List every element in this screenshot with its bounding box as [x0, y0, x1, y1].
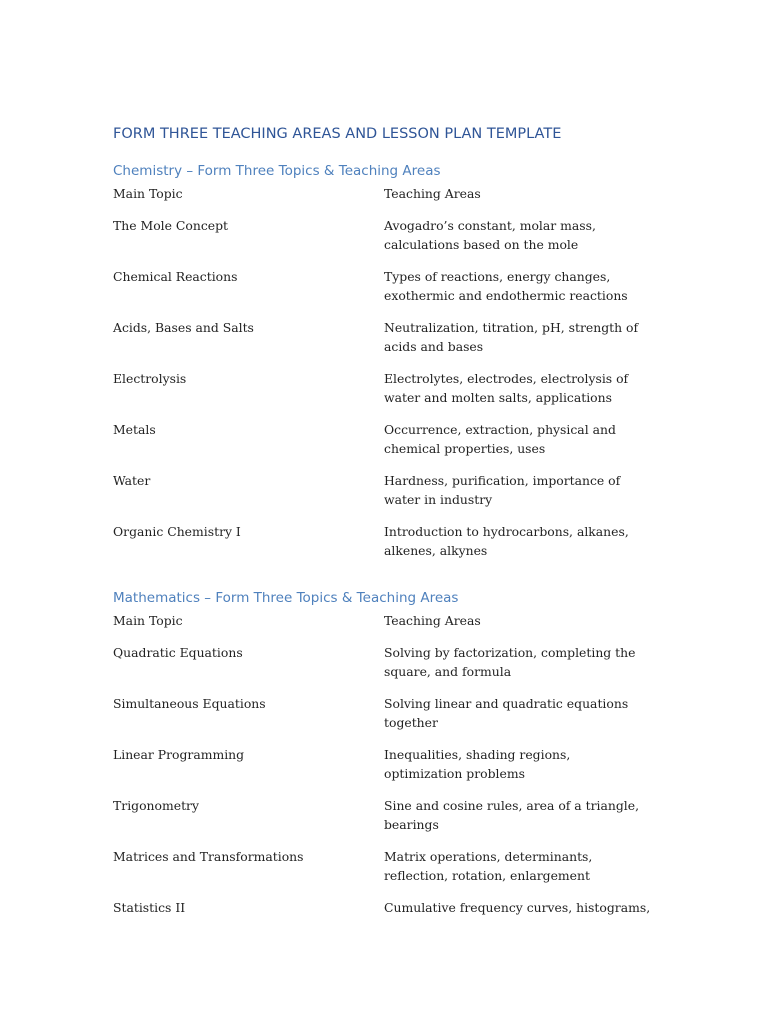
topic-cell: Matrices and Transformations [113, 849, 304, 864]
topic-cell: Statistics II [113, 900, 186, 915]
teaching-areas-cell: Types of reactions, energy changes, exothermic and endothermic reactions [384, 269, 628, 303]
topic-cell: Electrolysis [113, 371, 187, 386]
column-header-areas: Teaching Areas [384, 186, 481, 201]
topic-cell: Organic Chemistry I [113, 524, 241, 539]
table-row [113, 847, 653, 898]
teaching-areas-cell: Hardness, purification, importance of water in industry [384, 473, 621, 507]
teaching-areas-cell: Occurrence, extraction, physical and chemical properties, uses [384, 422, 616, 456]
topic-cell: Quadratic Equations [113, 645, 243, 660]
topic-cell: The Mole Concept [113, 218, 229, 233]
table-row [113, 216, 653, 267]
table-row [113, 745, 653, 796]
chemistry-section [113, 162, 653, 573]
table-row [113, 420, 653, 471]
column-header-topic: Main Topic [113, 613, 183, 628]
table-row [113, 471, 653, 522]
topic-cell: Water [113, 473, 151, 488]
teaching-areas-cell: Sine and cosine rules, area of a triangle, bearings [384, 798, 640, 832]
column-header-topic: Main Topic [113, 186, 183, 201]
table-row [113, 694, 653, 745]
topic-cell: Acids, Bases and Salts [113, 320, 254, 335]
teaching-areas-cell: Avogadro’s constant, molar mass, calculations based on the mole [384, 218, 596, 252]
topic-cell: Linear Programming [113, 747, 245, 762]
table-row [113, 369, 653, 420]
mathematics-heading: Mathematics – Form Three Topics & Teaching Areas [113, 590, 459, 606]
teaching-areas-cell: Electrolytes, electrodes, electrolysis of water and molten salts, applications [384, 371, 629, 405]
table-header-row [113, 611, 653, 643]
teaching-areas-cell: Neutralization, titration, pH, strength of acids and bases [384, 320, 639, 354]
table-row [113, 318, 653, 369]
table-row [113, 643, 653, 694]
topic-cell: Chemical Reactions [113, 269, 238, 284]
column-header-areas: Teaching Areas [384, 613, 481, 628]
topic-cell: Trigonometry [113, 798, 199, 813]
topic-cell: Simultaneous Equations [113, 696, 266, 711]
teaching-areas-cell: Introduction to hydrocarbons, alkanes, alkenes, alkynes [384, 524, 629, 558]
topic-cell: Metals [113, 422, 156, 437]
teaching-areas-cell: Matrix operations, determinants, reflection, rotation, enlargement [384, 849, 593, 883]
teaching-areas-cell: Solving linear and quadratic equations together [384, 696, 629, 730]
document-title: FORM THREE TEACHING AREAS AND LESSON PLAN TEMPLATE [113, 126, 562, 142]
table-row [113, 522, 653, 573]
teaching-areas-cell: Cumulative frequency curves, histograms, [384, 900, 651, 915]
table-row [113, 267, 653, 318]
table-row [113, 898, 653, 949]
mathematics-section [113, 589, 653, 949]
teaching-areas-cell: Solving by factorization, completing the square, and formula [384, 645, 636, 679]
table-header-row [113, 184, 653, 216]
chemistry-heading: Chemistry – Form Three Topics & Teaching Areas [113, 163, 441, 179]
teaching-areas-cell: Inequalities, shading regions, optimization problems [384, 747, 571, 781]
table-row [113, 796, 653, 847]
